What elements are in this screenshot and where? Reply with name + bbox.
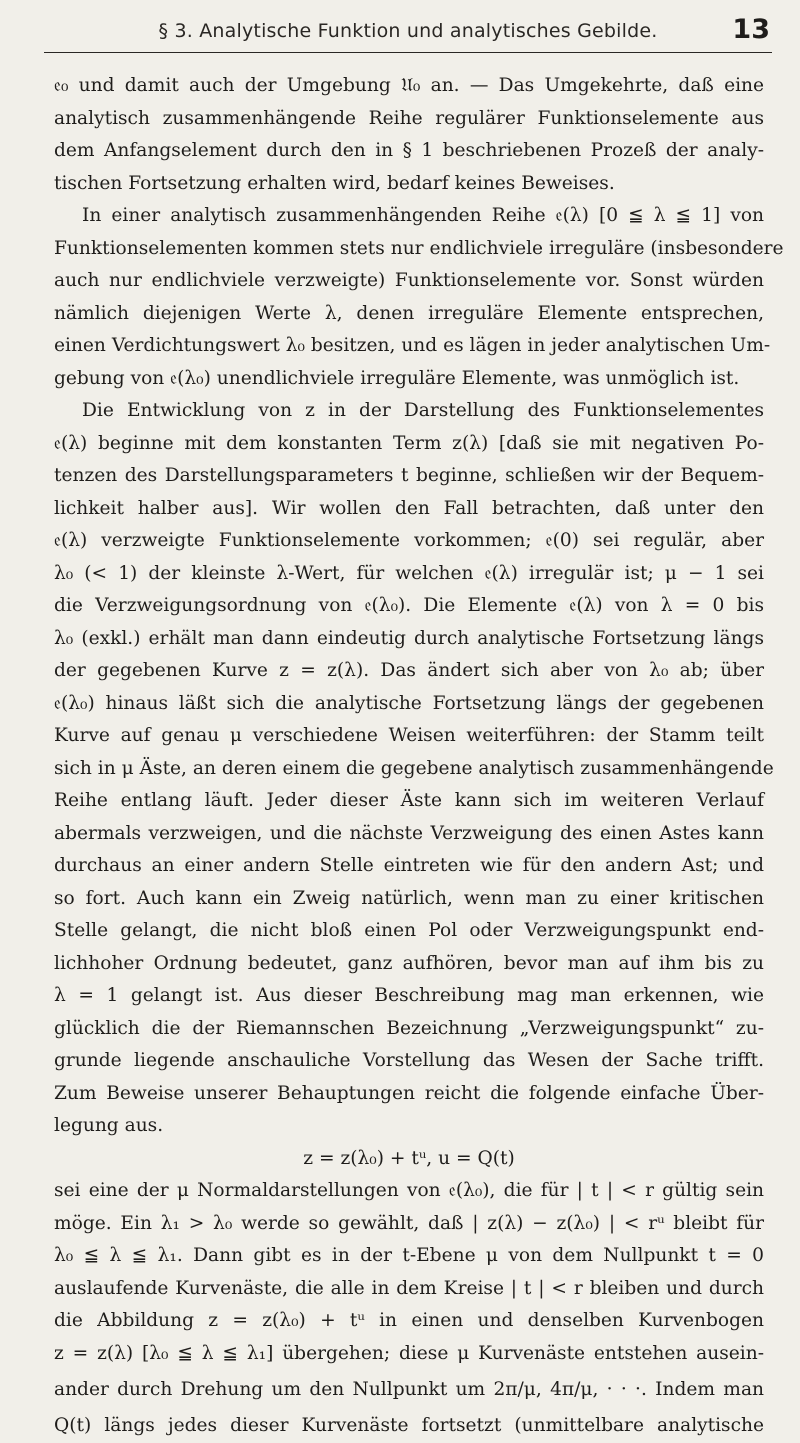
text-line: so fort. Auch kann ein Zweig natürlich, wenn man zu einer kritischen: [54, 887, 764, 909]
text-line: In einer analytisch zusammenhängenden Reihe 𝔢(λ) [0 ≦ λ ≦ 1] von: [82, 205, 764, 226]
text-line: glücklich die der Riemannschen Bezeichnung „Verzweigungspunkt“ zu-: [54, 1017, 764, 1039]
text-line: dem Anfangselement durch den in § 1 beschriebenen Prozeß der analy-: [54, 140, 764, 161]
text-line: Reihe entlang läuft. Jeder dieser Äste kann sich im weiteren Verlauf: [54, 790, 764, 811]
text-line: Stelle gelangt, die nicht bloß einen Pol oder Verzweigungspunkt end-: [54, 920, 764, 941]
running-title: § 3. Analytische Funktion und analytisches Gebilde.: [158, 20, 658, 42]
text-line: analytisch zusammenhängende Reihe regulärer Funktionselemente aus: [54, 107, 764, 129]
text-line: auch nur endlichviele verzweigte) Funktionselemente vor. Sonst würden: [54, 270, 764, 291]
text-line: λ₀ (exkl.) erhält man dann eindeutig durch analytische Fortsetzung längs: [54, 627, 764, 649]
text-line: lichkeit halber aus]. Wir wollen den Fall betrachten, daß unter den: [54, 497, 764, 519]
text-line: tenzen des Darstellungsparameters t beginne, schließen wir der Bequem-: [54, 465, 764, 486]
text-line: auslaufende Kurvenäste, die alle in dem Kreise | t | < r bleiben und durch: [54, 1277, 764, 1299]
text-line: Q(t) längs jedes dieser Kurvenäste fortsetzt (unmittelbare analytische: [54, 1415, 764, 1436]
text-line: die Abbildung z = z(λ₀) + tᵘ in einen und denselben Kurvenbogen: [54, 1310, 764, 1331]
text-line: abermals verzweigen, und die nächste Verzweigung des einen Astes kann: [54, 822, 764, 844]
text-line: 𝔢(λ) verzweigte Funktionselemente vorkommen; 𝔢(0) sei regulär, aber: [54, 530, 764, 551]
text-line: Kurve auf genau μ verschiedene Weisen weiterführen: der Stamm teilt: [54, 725, 764, 746]
text-line: λ₀ (< 1) der kleinste λ-Wert, für welchen 𝔢(λ) irregulär ist; μ − 1 sei: [54, 562, 764, 584]
text-line: gebung von 𝔢(λ₀) unendlichviele irreguläre Elemente, was unmöglich ist.: [54, 367, 740, 389]
text-line: λ = 1 gelangt ist. Aus dieser Beschreibung mag man erkennen, wie: [54, 985, 764, 1006]
text-line: Die Entwicklung von z in der Darstellung des Funktionselementes: [82, 400, 764, 421]
text-line: 𝔢(λ₀) hinaus läßt sich die analytische Fortsetzung längs der gegebenen: [54, 692, 764, 714]
text-line: durchaus an einer andern Stelle eintreten wie für den andern Ast; und: [54, 855, 764, 876]
text-line: Zum Beweise unserer Behauptungen reicht die folgende einfache Über-: [54, 1082, 764, 1104]
text-line: sich in μ Äste, an deren einem die gegebene analytisch zusammenhängende: [54, 757, 774, 779]
text-line: die Verzweigungsordnung von 𝔢(λ₀). Die Elemente 𝔢(λ) von λ = 0 bis: [54, 595, 764, 616]
text-line: ander durch Drehung um den Nullpunkt um 2π/μ, 4π/μ, · · ·. Indem man: [54, 1379, 764, 1400]
text-line: legung aus.: [54, 1115, 164, 1136]
running-head: [44, 14, 772, 53]
body-text: [54, 70, 784, 1443]
text-line: sei eine der μ Normaldarstellungen von 𝔢(λ₀), die für | t | < r gültig sein: [54, 1180, 764, 1201]
text-line: 𝔢(λ) beginne mit dem konstanten Term z(λ) [daß sie mit negativen Po-: [54, 432, 764, 454]
text-line: Funktionselementen kommen stets nur endlichviele irreguläre (insbesondere: [54, 237, 784, 259]
text-line: λ₀ ≦ λ ≦ λ₁. Dann gibt es in der t-Ebene μ von dem Nullpunkt t = 0: [54, 1245, 764, 1266]
text-line: tischen Fortsetzung erhalten wird, bedarf keines Beweises.: [54, 172, 615, 194]
text-line: z = z(λ) [λ₀ ≦ λ ≦ λ₁] übergehen; diese μ Kurvenäste entstehen ausein-: [54, 1342, 764, 1364]
text-line: nämlich diejenigen Werte λ, denen irreguläre Elemente entsprechen,: [54, 302, 764, 324]
text-line: der gegebenen Kurve z = z(λ). Das ändert sich aber von λ₀ ab; über: [54, 660, 764, 681]
page-number: 13: [732, 14, 770, 45]
text-line: grunde liegende anschauliche Vorstellung das Wesen der Sache trifft.: [54, 1050, 764, 1071]
text-line: möge. Ein λ₁ > λ₀ werde so gewählt, daß | z(λ) − z(λ₀) | < rᵘ bleibt für: [54, 1212, 764, 1234]
text-line: 𝔢₀ und damit auch der Umgebung 𝔘₀ an. — Das Umgekehrte, daß eine: [54, 75, 764, 96]
text-line: z = z(λ₀) + tᵘ, u = Q(t): [303, 1147, 515, 1169]
text-line: einen Verdichtungswert λ₀ besitzen, und es lägen in jeder analytischen Um-: [54, 335, 771, 356]
text-line: lichhoher Ordnung bedeutet, ganz aufhören, bevor man auf ihm bis zu: [54, 952, 764, 974]
